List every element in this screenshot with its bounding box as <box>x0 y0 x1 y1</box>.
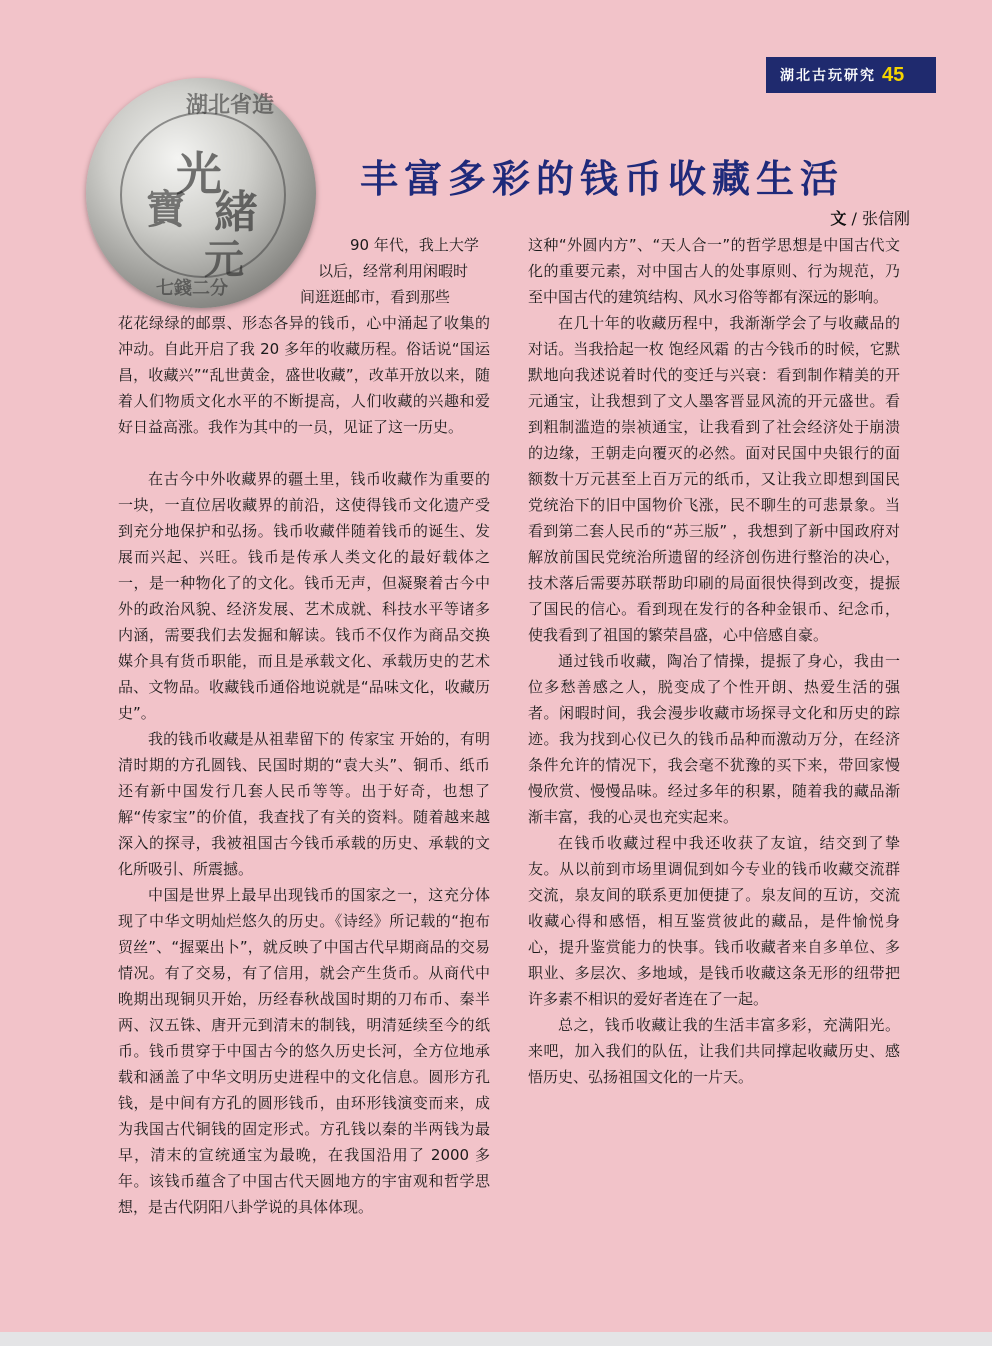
paragraph: 在钱币收藏过程中我还收获了友谊，结交到了挚友。从以前到市场里调侃到如今专业的钱币收藏交流群交流，泉友间的联系更加便捷了。泉友间的互访，交流收藏心得和感悟，相互鉴赏彼此的藏品，是件愉悦身心，提升鉴赏能力的快事。钱币收藏者来自多单位、多职业、多层次、多地域，是钱币收藏这条无形的纽带把许多素不相识的爱好者连在了一起。 <box>528 834 900 1008</box>
author-name: 张信刚 <box>861 209 910 228</box>
publication-name: 湖北古玩研究 <box>780 68 876 84</box>
paragraph: 花花绿绿的邮票、形态各异的钱币，心中涌起了收集的冲动。自此开启了我 20 多年的收藏历程。俗话说“国运昌，收藏兴”“乱世黄金，盛世收藏”，改革开放以来，随着人们物质文化水平的不断提高，人们收藏的兴趣和爱好日益高涨。我作为其中的一员，见证了这一历史。 <box>118 314 490 436</box>
paragraph: 在几十年的收藏历程中，我渐渐学会了与收藏品的对话。当我拾起一枚 饱经风霜 的古今钱币的时候，它默默地向我述说着时代的变迁与兴衰：看到制作精美的开元通宝，让我想到了文人墨客晋显风流的开元盛世。看到粗制滥造的崇祯通宝，让我看到了社会经济处于崩溃的边缘，王朝走向覆灭的必然。面对民国中央银行的面额数十万元甚至上百万元的纸币，又让我立即想到国民党统治下的旧中国物价飞涨，民不聊生的可悲景象。当看到第二套人民币的“苏三版” ，我想到了新中国政府对解放前国民党统治所遗留的经济创伤进行整治的决心，技术落后需要苏联帮助印刷的局面很快得到改变，提振了国民的信心。看到现在发行的各种金银币、纪念币，使我看到了祖国的繁荣昌盛，心中倍感自豪。 <box>528 314 900 644</box>
article-title: 丰富多彩的钱币收藏生活 <box>360 156 845 201</box>
left-column <box>118 466 490 1220</box>
paragraph: 这种“外圆内方”、“天人合一”的哲学思想是中国古代文化的重要元素，对中国古人的处事原则、行为规范，乃至中国古代的建筑结构、风水习俗等都有深远的影响。 <box>528 236 900 306</box>
lead-line: 以后，经常利用闲暇时 <box>318 262 469 280</box>
byline-prefix: 文 <box>830 209 847 228</box>
byline <box>830 206 910 229</box>
byline-separator: / <box>851 209 857 228</box>
lead-lines <box>118 232 490 440</box>
paragraph: 总之，钱币收藏让我的生活丰富多彩，充满阳光。来吧，加入我们的队伍，让我们共同撑起收藏历史、感悟历史、弘扬祖国文化的一片天。 <box>528 1016 900 1086</box>
lead-line: 90 年代，我上大学 <box>350 236 479 254</box>
page-number: 45 <box>882 63 905 86</box>
running-header <box>766 57 936 93</box>
paragraph: 中国是世界上最早出现钱币的国家之一，这充分体现了中华文明灿烂悠久的历史。《诗经》所记载的“抱布贸丝”、“握粟出卜”，就反映了中国古代早期商品的交易情况。有了交易，有了信用，就会产生货币。从商代中晚期出现铜贝开始，历经春秋战国时期的刀布币、秦半两、汉五铢、唐开元到清末的制钱，明清延续至今的纸币。钱币贯穿于中国古今的悠久历史长河，全方位地承载和涵盖了中华文明历史进程中的文化信息。圆形方孔钱，是中间有方孔的圆形钱币，由环形钱演变而来，成为我国古代铜钱的固定形式。方孔钱以秦的半两钱为最早，清末的宣统通宝为最晚，在我国沿用了 2000 多年。该钱币蕴含了中国古代天圆地方的宇宙观和哲学思想，是古代阴阳八卦学说的具体体现。 <box>118 886 490 1216</box>
coin-engraving: 光 緒 寶 元 湖北省造 七錢二分 <box>146 92 275 299</box>
bottom-strip <box>0 1332 992 1346</box>
paragraph: 我的钱币收藏是从祖辈留下的 传家宝 开始的，有明清时期的方孔圆钱、民国时期的“袁大头”、铜币、纸币还有新中国发行几套人民币等等。出于好奇，也想了解“传家宝”的价值，我查找了有关的资料。随着越来越深入的探寻，我被祖国古今钱币承载的历史、承载的文化所吸引、所震撼。 <box>118 730 490 878</box>
paragraph: 在古今中外收藏界的疆土里，钱币收藏作为重要的一块，一直位居收藏界的前沿，这使得钱币文化遗产受到充分地保护和弘扬。钱币收藏伴随着钱币的诞生、发展而兴起、兴旺。钱币是传承人类文化的最好载体之一，是一种物化了的文化。钱币无声，但凝聚着古今中外的政治风貌、经济发展、艺术成就、科技水平等诸多内涵，需要我们去发掘和解读。钱币不仅作为商品交换媒介具有货币职能，而且是承载文化、承载历史的艺术品、文物品。收藏钱币通俗地说就是“品味文化，收藏历史”。 <box>118 470 490 722</box>
lead-line: 间逛逛邮市，看到那些 <box>300 288 451 306</box>
right-column <box>528 232 900 1090</box>
paragraph: 通过钱币收藏，陶冶了情操，提振了身心，我由一位多愁善感之人，脱变成了个性开朗、热爱生活的强者。闲暇时间，我会漫步收藏市场探寻文化和历史的踪迹。我为找到心仪已久的钱币品种而激动万分，在经济条件允许的情况下，我会毫不犹豫的买下来，带回家慢慢欣赏、慢慢品味。经过多年的积累，随着我的藏品渐渐丰富，我的心灵也充实起来。 <box>528 652 900 826</box>
